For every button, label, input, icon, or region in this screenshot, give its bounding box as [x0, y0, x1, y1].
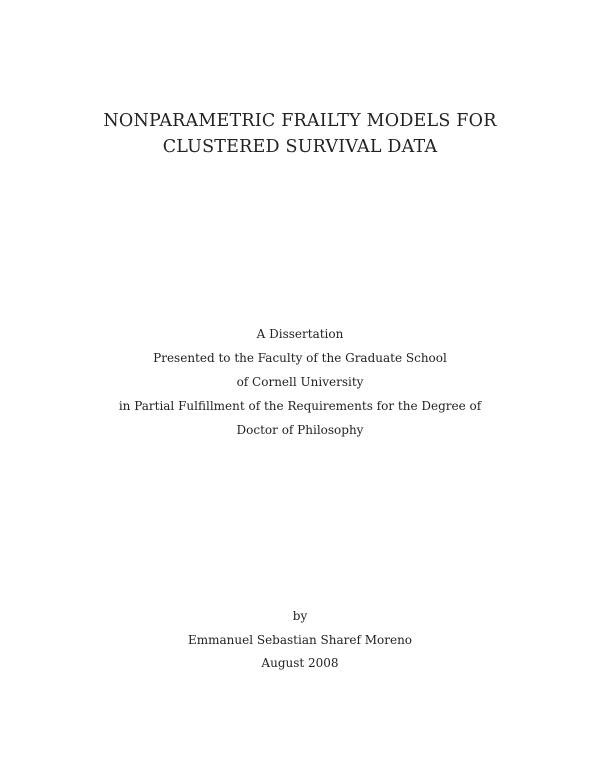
- statement-line-university: of Cornell University: [236, 375, 364, 389]
- submission-date: August 2008: [261, 656, 339, 670]
- by-label: by: [292, 609, 308, 623]
- title-line-1: NONPARAMETRIC FRAILTY MODELS FOR: [103, 111, 497, 131]
- statement-line-document-type: A Dissertation: [256, 327, 344, 341]
- author-name: Emmanuel Sebastian Sharef Moreno: [187, 632, 413, 647]
- dissertation-title: [0, 108, 600, 160]
- statement-line-degree: Doctor of Philosophy: [236, 423, 364, 437]
- title-line-2: CLUSTERED SURVIVAL DATA: [162, 137, 438, 157]
- degree-statement: [0, 322, 600, 442]
- author-info: [0, 605, 600, 676]
- statement-line-fulfillment: in Partial Fulfillment of the Requirements for the Degree of: [118, 399, 482, 413]
- statement-line-presented-to: Presented to the Faculty of the Graduate School: [153, 351, 447, 365]
